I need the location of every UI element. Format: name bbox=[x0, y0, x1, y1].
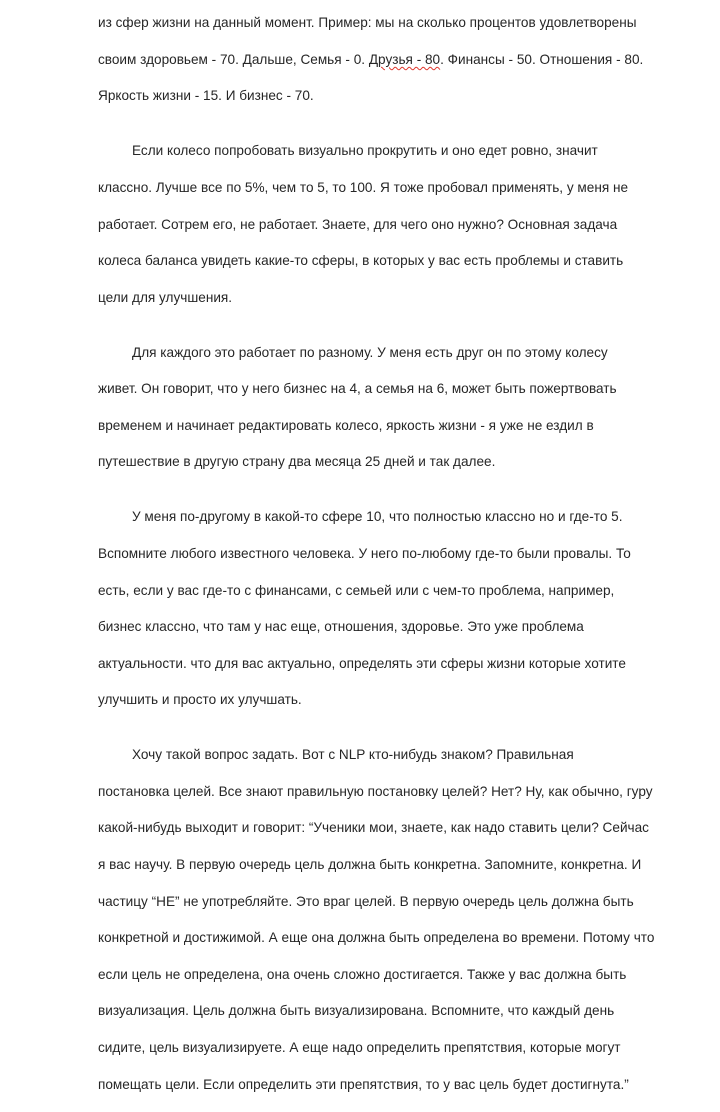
text-fragment: Хочу такой вопрос задать. Вот с NLP кто-нибудь знаком? Правильная bbox=[132, 747, 574, 763]
document-body bbox=[98, 0, 655, 1112]
text-line: живет. Он говорит, что у него бизнес на 4, а семья на 6, может быть пожертвовать bbox=[98, 381, 617, 397]
text-line: временем и начинает редактировать колесо, яркость жизни - я уже не ездил в bbox=[98, 417, 594, 433]
text-fragment: своим здоровьем - 70. Дальше, Семья - 0. bbox=[98, 51, 369, 67]
text-line: визуализация. Цель должна быть визуализирована. Вспомните, что каждый день bbox=[98, 1003, 615, 1019]
paragraph-5 bbox=[98, 728, 655, 1112]
paragraph-4 bbox=[98, 490, 631, 728]
text-line: есть, если у вас где-то с финансами, с семьей или с чем-то проблема, например, bbox=[98, 582, 615, 598]
text-line: классно. Лучше все по 5%, чем то 5, то 100. Я тоже пробовал применять, у меня не bbox=[98, 179, 629, 195]
text-fragment: У меня по-другому в какой-то сфере 10, что полностью классно но и где-то 5. bbox=[132, 509, 623, 525]
text-line: Вспомните любого известного человека. У него по-любому где-то были провалы. То bbox=[98, 545, 631, 561]
paragraph-2 bbox=[98, 124, 629, 325]
misspelled-word[interactable]: Друзья - 80 bbox=[368, 51, 441, 67]
text-line: я вас научу. В первую очередь цель должна быть конкретна. Запомните, конкретна. И bbox=[98, 856, 642, 872]
text-fragment: Для каждого это работает по разному. У меня есть друг он по этому колесу bbox=[132, 344, 608, 360]
text-line: цели для улучшения. bbox=[98, 289, 233, 305]
text-line: из сфер жизни на данный момент. Пример: мы на сколько процентов удовлетворены bbox=[98, 15, 637, 31]
text-line: работает. Сотрем его, не работает. Знаете, для чего оно нужно? Основная задача bbox=[98, 216, 618, 232]
text-line: сидите, цель визуализируете. А еще надо определить препятствия, которые могут bbox=[98, 1039, 621, 1055]
text-line: конкретной и достижимой. А еще она должна быть определена во времени. Потому что bbox=[98, 930, 655, 946]
paragraph-1 bbox=[98, 0, 644, 124]
text-line bbox=[98, 142, 618, 160]
text-line bbox=[98, 746, 618, 764]
text-line bbox=[98, 344, 618, 362]
text-line: какой-нибудь выходит и говорит: “Ученики мои, знаете, как надо ставить цели? Сейчас bbox=[98, 820, 649, 836]
text-line: улучшить и просто их улучшать. bbox=[98, 692, 302, 708]
text-fragment: Если колесо попробовать визуально прокрутить и оно едет ровно, значит bbox=[132, 143, 598, 159]
text-line: если цель не определена, она очень сложно достигается. Также у вас должна быть bbox=[98, 966, 627, 982]
text-line: помещать цели. Если определить эти препятствия, то у вас цель будет достигнута.” bbox=[98, 1076, 629, 1092]
text-line: актуальности. что для вас актуально, определять эти сферы жизни которые хотите bbox=[98, 655, 626, 671]
paragraph-3 bbox=[98, 325, 618, 490]
text-line: бизнес классно, что там у нас еще, отношения, здоровье. Это уже проблема bbox=[98, 619, 584, 635]
text-line: колеса баланса увидеть какие-то сферы, в которых у вас есть проблемы и ставить bbox=[98, 253, 624, 269]
text-line: постановка целей. Все знают правильную постановку целей? Нет? Ну, как обычно, гуру bbox=[98, 783, 653, 799]
text-fragment: . Финансы - 50. Отношения - 80. bbox=[440, 51, 644, 67]
text-line bbox=[98, 51, 644, 69]
text-line bbox=[98, 508, 623, 526]
text-line: Яркость жизни - 15. И бизнес - 70. bbox=[98, 88, 314, 104]
text-line: частицу “НЕ” не употребляйте. Это враг целей. В первую очередь цель должна быть bbox=[98, 893, 634, 909]
text-line: путешествие в другую страну два месяца 25 дней и так далее. bbox=[98, 454, 496, 470]
